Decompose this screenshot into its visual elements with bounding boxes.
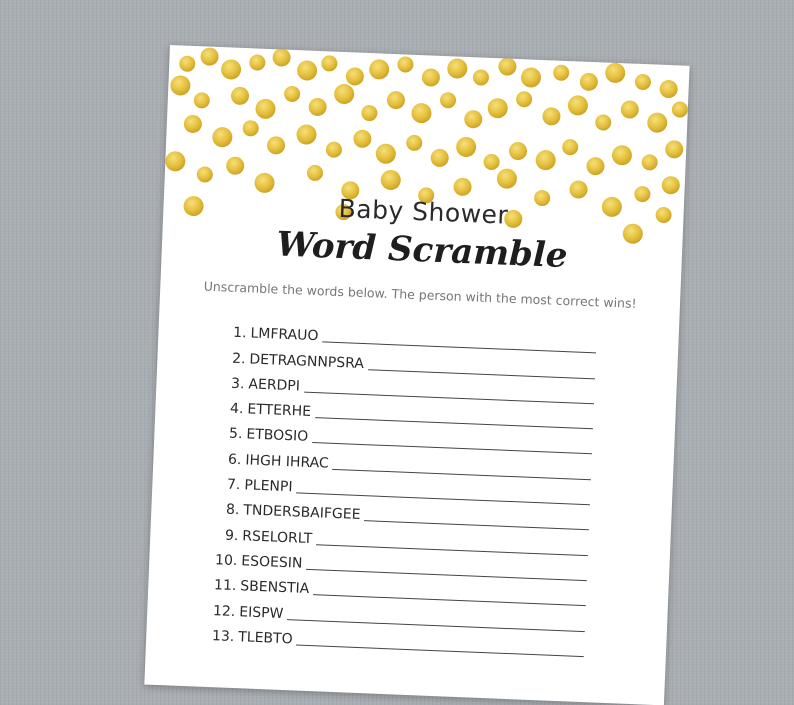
scrambled-word: ETBOSIO bbox=[246, 426, 309, 446]
word-number: 13. bbox=[211, 628, 235, 645]
scrambled-word: ETTERHE bbox=[247, 401, 312, 421]
scrambled-word: LMFRAUO bbox=[250, 325, 319, 345]
word-number: 9. bbox=[224, 527, 239, 544]
scrambled-word: TLEBTO bbox=[237, 629, 293, 648]
scrambled-word: RSELORLT bbox=[242, 527, 313, 547]
scrambled-word: TNDERSBAIFGEE bbox=[243, 502, 361, 524]
title-baby-shower: Baby Shower bbox=[338, 193, 509, 230]
word-number: 6. bbox=[227, 451, 242, 468]
scrambled-word: AERDPI bbox=[248, 376, 301, 395]
scrambled-word: PLENPI bbox=[244, 477, 293, 496]
word-number: 11. bbox=[213, 577, 237, 595]
word-number: 2. bbox=[231, 350, 246, 367]
word-number: 7. bbox=[226, 476, 241, 494]
word-number: 1. bbox=[232, 325, 247, 342]
scrambled-word: EISPW bbox=[238, 603, 284, 622]
scrambled-word: SBENSTIA bbox=[240, 578, 310, 598]
scrambled-word: IHGH IHRAC bbox=[245, 452, 330, 472]
instructions-text: Unscramble the words below. The person with the most correct wins! bbox=[203, 278, 637, 311]
word-number: 3. bbox=[230, 375, 245, 393]
word-number: 10. bbox=[214, 552, 238, 570]
word-list bbox=[204, 315, 597, 659]
word-number: 5. bbox=[228, 426, 243, 443]
answer-line bbox=[296, 644, 583, 657]
scrambled-word: ESOESIN bbox=[241, 553, 303, 572]
word-number: 12. bbox=[212, 602, 236, 620]
word-number: 4. bbox=[229, 400, 244, 418]
word-number: 8. bbox=[225, 502, 240, 519]
title-word-scramble: Word Scramble bbox=[275, 224, 569, 277]
printable-card bbox=[144, 45, 689, 705]
scrambled-word: DETRAGNNPSRA bbox=[249, 351, 365, 372]
